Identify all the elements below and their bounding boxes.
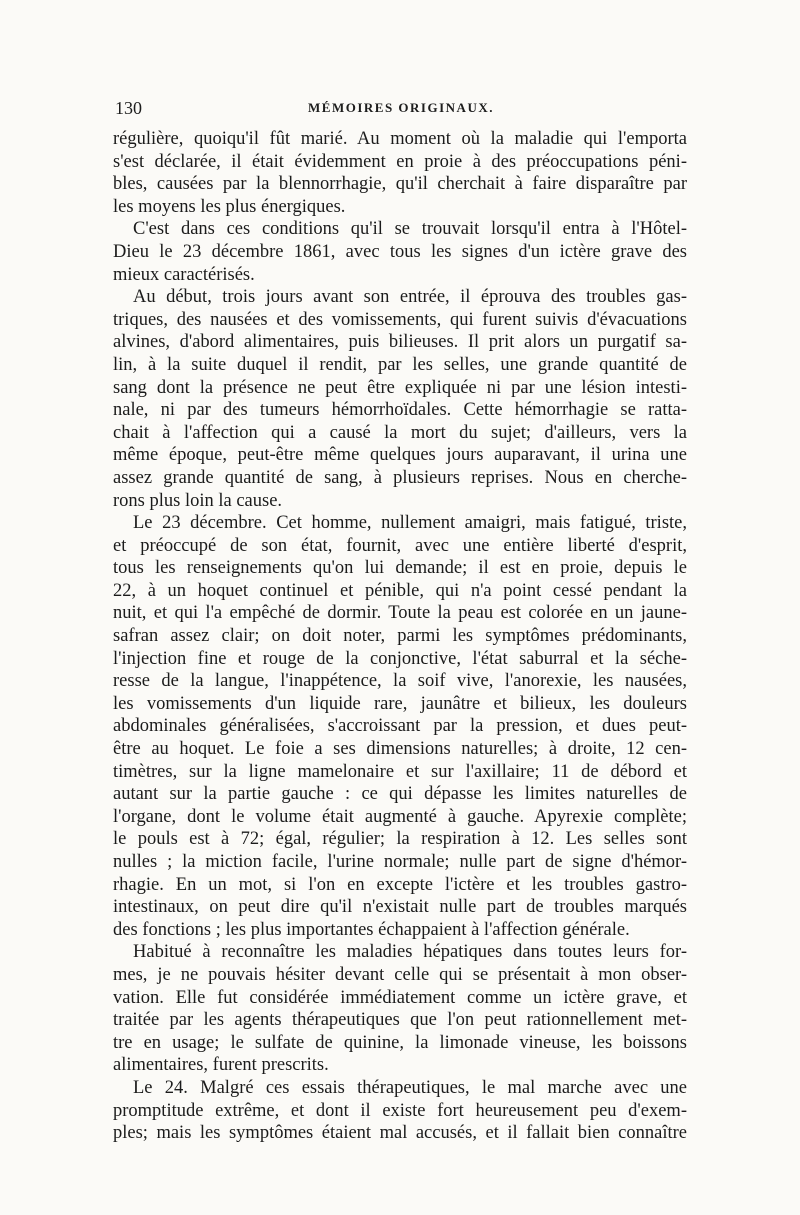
text-line: et préoccupé de son état, fournit, avec une entière liberté d'esprit, (113, 535, 687, 556)
text-line: nulles ; la miction facile, l'urine normale; nulle part de signe d'hémor- (113, 852, 687, 872)
page-number: 130 (115, 98, 142, 118)
text-line: abdominales généralisées, s'accroissant par la pression, et dues peut- (113, 716, 687, 737)
text-line: triques, des nausées et des vomissements, qui furent suivis d'évacuations (113, 309, 687, 330)
text-line: C'est dans ces conditions qu'il se trouvait lorsqu'il entra à l'Hôtel- (133, 219, 687, 240)
text-line: nale, ni par des tumeurs hémorrhoïdales. Cette hémorrhagie se ratta- (113, 400, 687, 421)
text-line: les moyens les plus énergiques. (113, 196, 346, 217)
text-line: Dieu le 23 décembre 1861, avec tous les signes d'un ictère grave des (113, 241, 687, 262)
text-line: Le 23 décembre. Cet homme, nullement amaigri, mais fatigué, triste, (133, 513, 687, 534)
text-line: l'injection fine et rouge de la conjonctive, l'état saburral et la séche- (113, 648, 687, 669)
text-line: alimentaires, furent prescrits. (113, 1055, 329, 1076)
text-line: chait à l'affection qui a causé la mort du sujet; d'ailleurs, vers la (113, 422, 687, 443)
text-line: timètres, sur la ligne mamelonaire et sur l'axillaire; 11 de débord et (113, 761, 687, 782)
text-line: les vomissements d'un liquide rare, jaunâtre et bilieux, les douleurs (113, 693, 687, 714)
text-line: tre en usage; le sulfate de quinine, la limonade vineuse, les boissons (113, 1032, 687, 1053)
text-line: nuit, et qui l'a empêché de dormir. Toute la peau est colorée en un jaune- (113, 603, 687, 624)
text-line: régulière, quoiqu'il fût marié. Au moment où la maladie qui l'emporta (113, 129, 687, 149)
text-line: safran assez clair; on doit noter, parmi les symptômes prédominants, (113, 626, 687, 647)
text-line: 22, à un hoquet continuel et pénible, qui n'a point cessé pendant la (113, 580, 687, 601)
text-line: bles, causées par la blennorrhagie, qu'il cherchait à faire disparaître par (113, 174, 687, 195)
text-line: mieux caractérisés. (113, 264, 255, 285)
text-line: sang dont la présence ne peut être expliquée ni par une lésion intesti- (113, 377, 687, 398)
text-line: l'organe, dont le volume était augmenté à gauche. Apyrexie complète; (113, 806, 687, 827)
text-line: traitée par les agents thérapeutiques que l'on peut rationnellement met- (113, 1010, 687, 1031)
text-line: Au début, trois jours avant son entrée, il éprouva des troubles gas- (133, 287, 687, 308)
text-line: alvines, d'abord alimentaires, puis bilieuses. Il prit alors un purgatif sa- (113, 332, 687, 353)
text-line: rhagie. En un mot, si l'on en excepte l'ictère et les troubles gastro- (113, 874, 687, 895)
running-head: MÉMOIRES ORIGINAUX. (308, 100, 494, 115)
text-line: intestinaux, on peut dire qu'il n'existait nulle part de troubles marqués (113, 897, 687, 918)
text-line: s'est déclarée, il était évidemment en proie à des préoccupations péni- (113, 151, 687, 172)
text-line: des fonctions ; les plus importantes échappaient à l'affection générale. (113, 919, 630, 940)
text-line: Habitué à reconnaître les maladies hépatiques dans toutes leurs for- (133, 942, 687, 963)
text-line: mes, je ne pouvais hésiter devant celle qui se présentait à mon obser- (113, 964, 687, 985)
text-line: vation. Elle fut considérée immédiatement comme un ictère grave, et (113, 987, 687, 1008)
text-line: Le 24. Malgré ces essais thérapeutiques, le mal marche avec une (133, 1077, 687, 1098)
text-line: être au hoquet. Le foie a ses dimensions naturelles; à droite, 12 cen- (113, 739, 687, 760)
text-line: promptitude extrême, et dont il existe fort heureusement peu d'exem- (113, 1100, 687, 1121)
text-line: assez grande quantité de sang, à plusieurs reprises. Nous en cherche- (113, 467, 687, 488)
text-line: autant sur la partie gauche : ce qui dépasse les limites naturelles de (113, 784, 687, 805)
text-line: lin, à la suite duquel il rendit, par les selles, une grande quantité de (113, 354, 687, 375)
page-header (115, 98, 687, 122)
body-text (113, 128, 687, 1145)
text-line: tous les renseignements qu'on lui demande; il est en proie, depuis le (113, 558, 687, 579)
text-line: rons plus loin la cause. (113, 490, 283, 511)
text-line: le pouls est à 72; égal, régulier; la respiration à 12. Les selles sont (113, 829, 687, 850)
text-line: resse de la langue, l'inappétence, la soif vive, l'anorexie, les nausées, (113, 671, 687, 692)
text-line: ples; mais les symptômes étaient mal accusés, et il fallait bien connaître (113, 1123, 687, 1144)
text-line: même époque, peut-être même quelques jours auparavant, il urina une (113, 445, 687, 466)
